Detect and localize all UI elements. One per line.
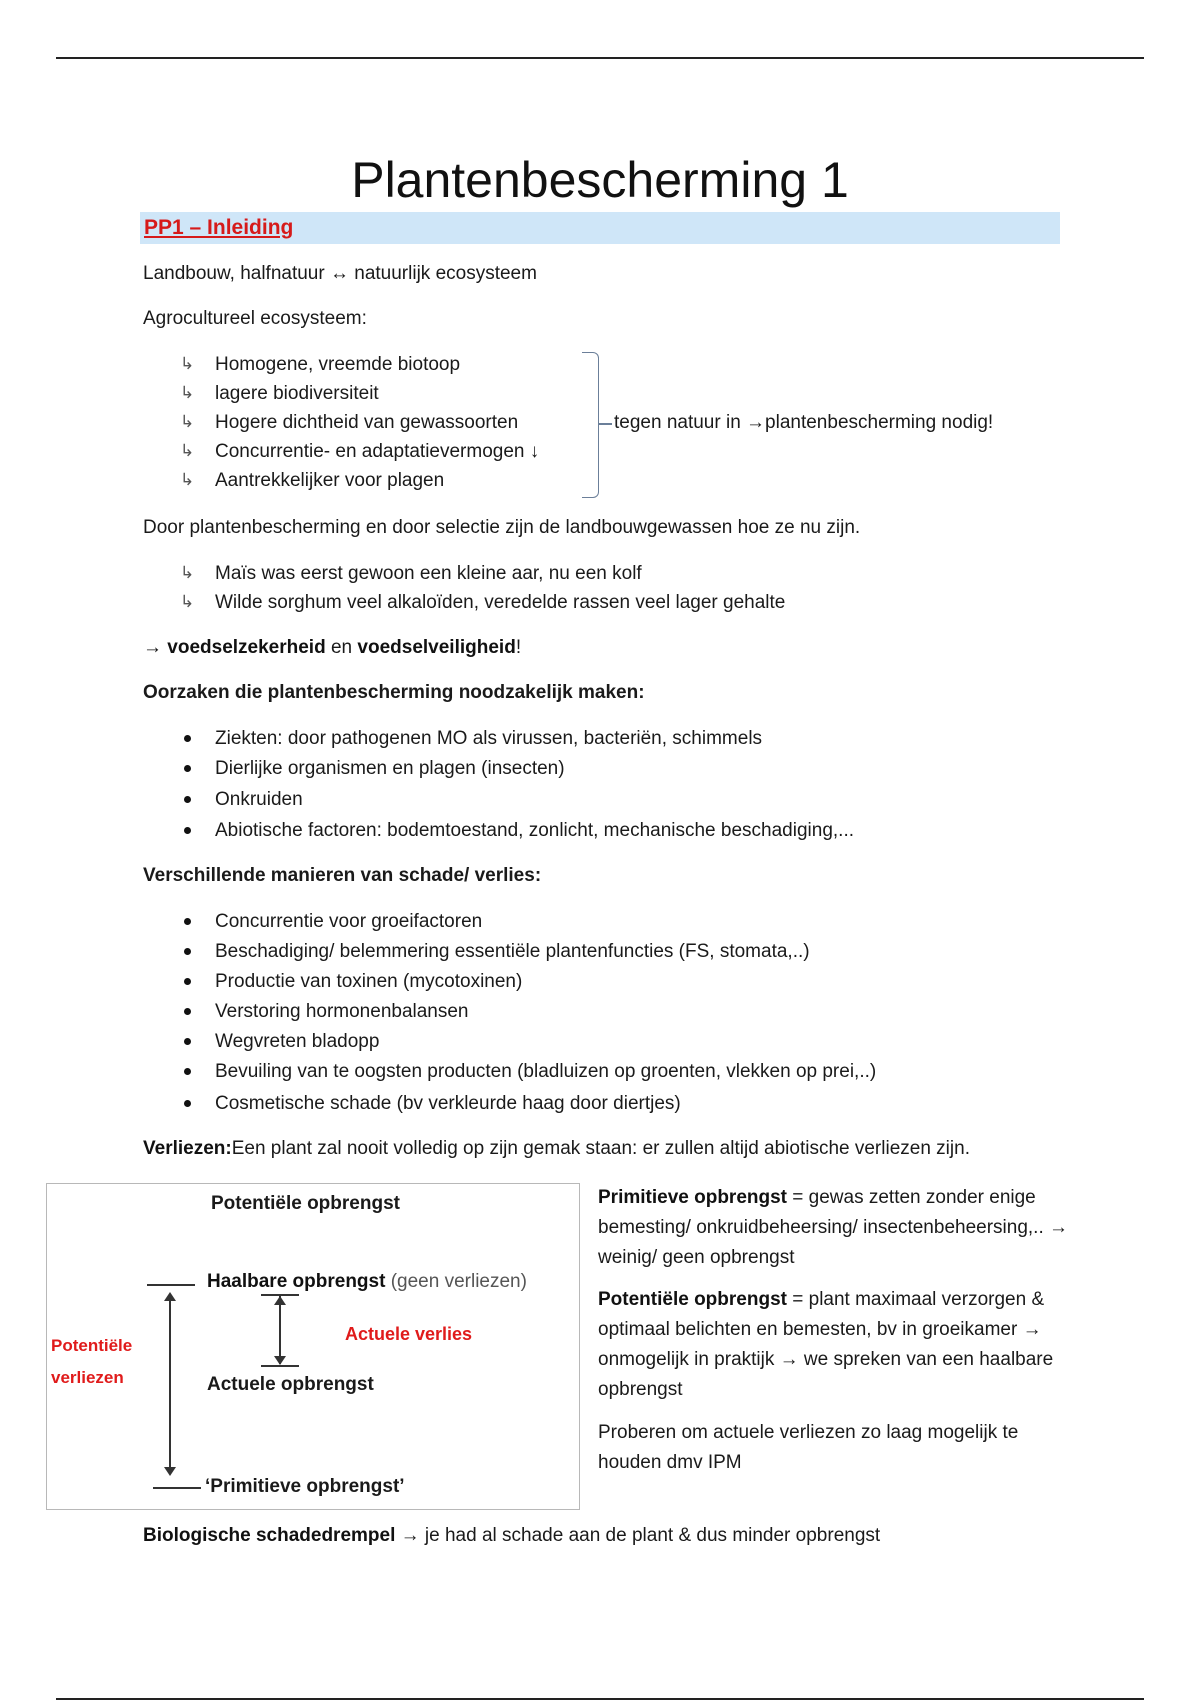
primitive-tick: [153, 1487, 201, 1489]
cause-item: Ziekten: door pathogenen MO als virussen, bacteriën, schimmels: [215, 728, 763, 749]
damage-item: Productie van toxinen (mycotoxinen): [215, 971, 523, 992]
agro-item: Aantrekkelijker voor plagen: [215, 470, 445, 491]
arrow-bullet-icon: ↳: [180, 383, 195, 402]
arrow-bullet-icon: ↳: [180, 470, 195, 489]
arrow-bullet-icon: ↳: [180, 354, 195, 373]
damage-item: Bevuiling van te oogsten producten (bladluizen op groenten, vlekken op prei,..): [215, 1061, 877, 1082]
top-rule: [56, 57, 1144, 59]
bullet-dot: [184, 796, 191, 803]
threshold-line: [143, 1524, 880, 1548]
potential-yield-term: Potentiële opbrengst: [598, 1289, 787, 1310]
security-joiner: en: [325, 637, 358, 658]
primitive-yield-text: = gewas zetten zonder enige bemesting/ onkruidbeheersing/ insectenbeheersing,.. → weinig/ geen opbrengst: [598, 1187, 1069, 1268]
threshold-term: Biologische schadedrempel: [143, 1525, 396, 1546]
bracket-note: tegen natuur in →plantenbescherming nodig!: [614, 412, 994, 433]
losses-line: [143, 1137, 970, 1161]
security-end: !: [515, 637, 522, 658]
agro-item: Hogere dichtheid van gewassoorten: [215, 412, 519, 433]
actual-yield-label: Actuele opbrengst: [207, 1374, 374, 1395]
potential-yield-label: Potentiële opbrengst: [211, 1193, 400, 1214]
arrow-up-icon: [164, 1292, 176, 1301]
term-food-security: voedselzekerheid: [167, 637, 326, 658]
agro-item: Homogene, vreemde biotoop: [215, 354, 461, 375]
damage-item: Verstoring hormonenbalansen: [215, 1001, 469, 1022]
bullet-dot: [184, 1038, 191, 1045]
agro-item: lagere biodiversiteit: [215, 383, 379, 404]
arrow-bullet-icon: ↳: [180, 563, 195, 582]
primitive-yield-term: Primitieve opbrengst: [598, 1187, 787, 1208]
right-brace: [582, 352, 599, 498]
bullet-dot: [184, 1008, 191, 1015]
bullet-dot: [184, 1068, 191, 1075]
potential-yield-text: = plant maximaal verzorgen & optimaal belichten en bemesten, bv in groeikamer → onmogelijk in praktijk → we spreken van een haalbare opbrengst: [598, 1289, 1054, 1400]
agro-item: Concurrentie- en adaptatievermogen ↓: [215, 441, 540, 462]
actual-loss-label: Actuele verlies: [345, 1324, 473, 1344]
arrow-bullet-icon: ↳: [180, 441, 195, 460]
losses-text: Een plant zal nooit volledig op zijn gemak staan: er zullen altijd abiotische verliezen zijn.: [231, 1138, 970, 1159]
attainable-tick: [147, 1284, 195, 1286]
potential-losses-arrow: [169, 1298, 171, 1468]
bullet-dot: [184, 827, 191, 834]
bullet-dot: [184, 918, 191, 925]
yield-diagram: [46, 1183, 580, 1510]
agro-label: Agrocultureel ecosysteem:: [143, 308, 367, 329]
attainable-yield-label: [207, 1270, 527, 1294]
cause-item: Onkruiden: [215, 789, 303, 810]
selection-item: Wilde sorghum veel alkaloïden, veredelde rassen veel lager gehalte: [215, 592, 786, 613]
causes-heading: Oorzaken die plantenbescherming noodzakelijk maken:: [143, 682, 645, 703]
right-brace-tip: [598, 423, 612, 425]
page-title: Plantenbescherming 1: [351, 152, 849, 208]
attainable-yield-term: Haalbare opbrengst: [207, 1271, 386, 1292]
actual-loss-bottom-tick: [261, 1365, 299, 1367]
threshold-text: → je had al schade aan de plant & dus minder opbrengst: [395, 1525, 881, 1546]
potential-yield-note: [598, 1285, 1068, 1405]
losses-label: Verliezen:: [143, 1138, 232, 1159]
ipm-note: Proberen om actuele verliezen zo laag mogelijk te houden dmv IPM: [598, 1422, 1019, 1473]
damage-item: Concurrentie voor groeifactoren: [215, 911, 483, 932]
bullet-dot: [184, 1100, 191, 1107]
damage-item: Beschadiging/ belemmering essentiële plantenfuncties (FS, stomata,..): [215, 941, 810, 962]
damage-heading: Verschillende manieren van schade/ verlies:: [143, 865, 542, 886]
damage-item: Wegvreten bladopp: [215, 1031, 380, 1052]
bullet-dot: [184, 765, 191, 772]
arrow-up-icon: [274, 1296, 286, 1305]
arrow-bullet-icon: ↳: [180, 592, 195, 611]
security-line: [143, 636, 521, 660]
bullet-dot: [184, 948, 191, 955]
selection-item: Maïs was eerst gewoon een kleine aar, nu een kolf: [215, 563, 642, 584]
bullet-dot: [184, 735, 191, 742]
term-food-safety: voedselveiligheid: [357, 637, 516, 658]
potential-losses-label-line1: Potentiële: [51, 1336, 133, 1355]
actual-loss-arrow: [279, 1296, 281, 1364]
selection-line: Door plantenbescherming en door selectie zijn de landbouwgewassen hoe ze nu zijn.: [143, 517, 861, 538]
potential-losses-label-line2: verliezen: [51, 1368, 124, 1387]
cause-item: Abiotische factoren: bodemtoestand, zonlicht, mechanische beschadiging,...: [215, 820, 854, 841]
section-heading: PP1 – Inleiding: [144, 216, 294, 239]
intro-line: Landbouw, halfnatuur ↔ natuurlijk ecosysteem: [143, 263, 537, 284]
arrow-bullet-icon: ↳: [180, 412, 195, 431]
primitive-yield-label: ‘Primitieve opbrengst’: [205, 1476, 405, 1497]
cause-item: Dierlijke organismen en plagen (insecten): [215, 758, 565, 779]
bullet-dot: [184, 978, 191, 985]
arrow-right-icon: →: [143, 637, 162, 658]
arrow-down-icon: [164, 1467, 176, 1476]
primitive-yield-note: [598, 1183, 1068, 1273]
arrow-down-icon: [274, 1356, 286, 1365]
damage-item: Cosmetische schade (bv verkleurde haag door diertjes): [215, 1093, 681, 1114]
attainable-yield-note: (geen verliezen): [385, 1271, 527, 1292]
